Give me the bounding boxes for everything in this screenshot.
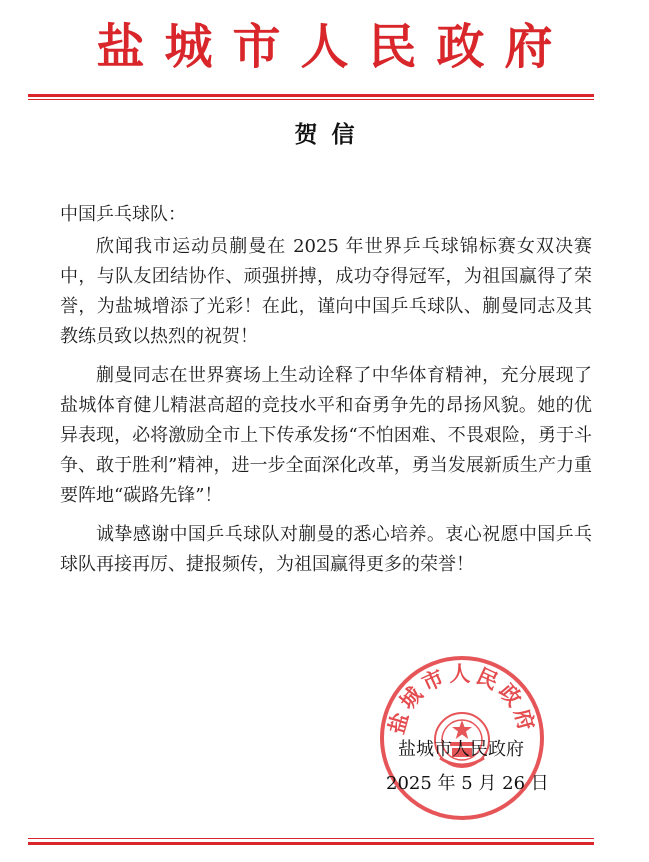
- paragraph-1: 欣闻我市运动员蒯曼在 2025 年世界乒乓球锦标赛女双决赛中，与队友团结协作、顽强拼搏，成功夺得冠军，为祖国赢得了荣誉，为盐城增添了光彩！在此，谨向中国乒乓球队、蒯曼同志及其教练员致以热烈的祝贺！: [60, 236, 592, 347]
- letter-date: 2025 年 5 月 26 日: [386, 773, 549, 794]
- letterhead-rule-thick: [28, 94, 594, 97]
- seal-text-path: 盐城市人民政府: [383, 660, 541, 737]
- salutation: 中国乒乓球队：: [60, 204, 186, 225]
- document-title: 贺信: [294, 121, 369, 148]
- letter-body: [60, 232, 592, 589]
- paragraph-3: 诚挚感谢中国乒乓球队对蒯曼的悉心培养。衷心祝愿中国乒乓球队再接再厉、捷报频传，为祖国赢得更多的荣誉！: [60, 524, 592, 575]
- signature: 盐城市人民政府: [398, 739, 524, 760]
- letterhead-title: 盐城市人民政府: [96, 19, 573, 75]
- letterhead-rule-thin: [28, 99, 594, 100]
- paragraph-2: 蒯曼同志在世界赛场上生动诠释了中华体育精神，充分展现了盐城体育健儿精湛高超的竞技水平和奋勇争先的昂扬风貌。她的优异表现，必将激励全市上下传承发扬“不怕困难、不畏艰险，勇于斗争、敢于胜利”精神，进一步全面深化改革，勇当发展新质生产力重要阵地“碳路先锋”！: [60, 365, 592, 506]
- footer-rule-thin: [28, 838, 594, 839]
- footer-rule-thick: [28, 842, 594, 845]
